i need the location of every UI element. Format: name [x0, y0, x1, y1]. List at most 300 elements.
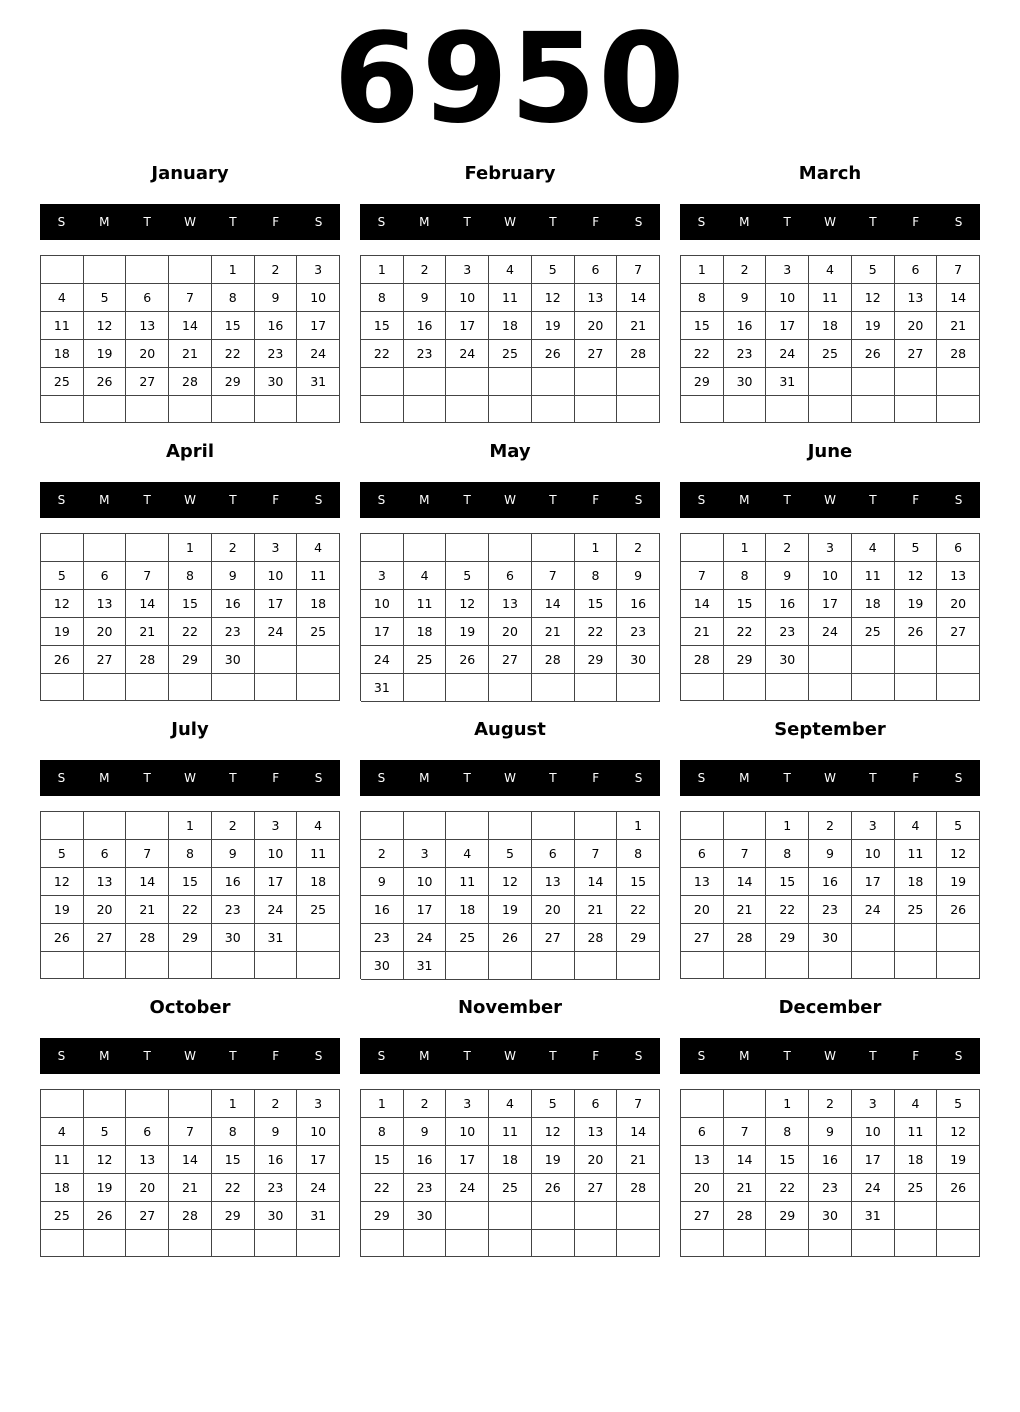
day-cell: 17	[809, 590, 852, 618]
day-cell	[809, 646, 852, 674]
weekday-label: M	[99, 493, 110, 507]
day-cell	[937, 396, 980, 423]
day-cell	[84, 1230, 127, 1257]
day-cell: 10	[852, 1118, 895, 1146]
day-cell: 24	[404, 924, 447, 952]
day-cell: 8	[212, 1118, 255, 1146]
day-cell	[84, 256, 127, 284]
day-cell: 2	[809, 1090, 852, 1118]
day-cell: 6	[937, 534, 980, 562]
day-cell: 26	[852, 340, 895, 368]
month-name: July	[171, 719, 209, 740]
day-cell: 28	[532, 646, 575, 674]
day-cell: 24	[361, 646, 404, 674]
day-cell: 9	[212, 562, 255, 590]
day-cell: 20	[532, 896, 575, 924]
day-cell: 22	[212, 1174, 255, 1202]
day-cell: 6	[681, 1118, 724, 1146]
weekday-label: T	[229, 215, 237, 229]
day-cell: 2	[404, 256, 447, 284]
day-cell: 5	[532, 256, 575, 284]
day-cell: 12	[489, 868, 532, 896]
day-cell: 31	[361, 674, 404, 702]
day-cell: 21	[724, 1174, 767, 1202]
day-cell	[532, 812, 575, 840]
day-cell	[255, 674, 298, 701]
day-cell: 15	[617, 868, 660, 896]
day-cell: 18	[809, 312, 852, 340]
day-cell: 24	[809, 618, 852, 646]
day-cell: 16	[212, 868, 255, 896]
day-cell: 4	[41, 1118, 84, 1146]
day-cell	[489, 396, 532, 424]
day-cell: 24	[297, 340, 340, 368]
day-cell: 10	[766, 284, 809, 312]
day-cell: 27	[575, 340, 618, 368]
day-grid	[40, 811, 340, 979]
day-cell: 20	[575, 1146, 618, 1174]
day-cell: 7	[724, 1118, 767, 1146]
day-cell	[404, 1230, 447, 1257]
weekday-label: S	[57, 1049, 66, 1063]
day-cell	[681, 952, 724, 979]
weekday-label: S	[314, 1049, 323, 1063]
day-cell: 14	[617, 1118, 660, 1146]
day-cell	[617, 396, 660, 424]
day-cell: 27	[681, 1202, 724, 1230]
weekday-label: W	[184, 493, 196, 507]
day-cell: 17	[766, 312, 809, 340]
weekday-label: S	[954, 215, 963, 229]
day-cell: 15	[724, 590, 767, 618]
day-cell: 31	[297, 368, 340, 396]
day-cell: 30	[617, 646, 660, 674]
day-cell: 24	[852, 1174, 895, 1202]
day-cell	[489, 674, 532, 702]
day-cell: 2	[361, 840, 404, 868]
day-cell	[575, 952, 618, 980]
day-cell	[809, 1230, 852, 1257]
day-cell: 30	[255, 368, 298, 396]
day-cell	[126, 674, 169, 701]
day-cell	[575, 674, 618, 702]
weekday-label: S	[314, 215, 323, 229]
day-cell: 4	[895, 1090, 938, 1118]
day-cell	[681, 1090, 724, 1118]
weekday-label: T	[229, 493, 237, 507]
day-cell: 16	[255, 312, 298, 340]
day-cell: 4	[404, 562, 447, 590]
weekday-label: S	[634, 215, 643, 229]
day-cell	[212, 952, 255, 979]
day-cell: 26	[895, 618, 938, 646]
weekday-label: W	[504, 493, 516, 507]
day-cell: 6	[126, 1118, 169, 1146]
day-cell	[532, 368, 575, 396]
day-cell	[766, 396, 809, 423]
weekday-header	[680, 482, 980, 518]
day-cell: 17	[446, 312, 489, 340]
day-cell: 18	[41, 340, 84, 368]
day-cell: 20	[681, 1174, 724, 1202]
day-cell: 31	[852, 1202, 895, 1230]
weekday-label: S	[954, 1049, 963, 1063]
day-cell: 22	[212, 340, 255, 368]
day-cell	[532, 1230, 575, 1257]
weekday-label: M	[99, 215, 110, 229]
day-cell: 3	[255, 812, 298, 840]
day-cell: 11	[41, 312, 84, 340]
weekday-label: S	[57, 771, 66, 785]
day-cell	[724, 1230, 767, 1257]
day-cell: 16	[255, 1146, 298, 1174]
day-cell: 5	[532, 1090, 575, 1118]
day-cell	[126, 812, 169, 840]
day-cell: 4	[297, 534, 340, 562]
day-cell: 30	[724, 368, 767, 396]
day-cell: 23	[255, 340, 298, 368]
day-cell: 23	[361, 924, 404, 952]
day-cell	[361, 368, 404, 396]
day-cell: 4	[895, 812, 938, 840]
day-cell: 28	[617, 1174, 660, 1202]
day-cell: 1	[617, 812, 660, 840]
weekday-header	[360, 1038, 660, 1074]
day-cell: 18	[297, 868, 340, 896]
day-cell	[446, 1230, 489, 1257]
day-cell: 30	[809, 1202, 852, 1230]
day-cell	[724, 396, 767, 423]
day-cell: 2	[255, 1090, 298, 1118]
weekday-label: S	[314, 771, 323, 785]
day-cell: 25	[489, 340, 532, 368]
day-cell: 8	[766, 840, 809, 868]
day-cell: 10	[809, 562, 852, 590]
day-cell: 23	[404, 340, 447, 368]
day-cell: 3	[852, 1090, 895, 1118]
weekday-label: F	[592, 1049, 600, 1063]
day-cell: 25	[404, 646, 447, 674]
day-cell	[937, 368, 980, 396]
weekday-label: F	[272, 215, 280, 229]
weekday-label: W	[824, 1049, 836, 1063]
day-cell: 13	[84, 868, 127, 896]
day-cell: 27	[126, 1202, 169, 1230]
day-cell: 13	[895, 284, 938, 312]
day-cell: 6	[489, 562, 532, 590]
day-cell: 22	[575, 618, 618, 646]
weekday-label: M	[99, 771, 110, 785]
day-cell	[446, 1202, 489, 1230]
day-cell	[404, 368, 447, 396]
day-cell: 9	[404, 284, 447, 312]
day-cell: 14	[126, 590, 169, 618]
weekday-label: S	[634, 1049, 643, 1063]
day-cell: 6	[126, 284, 169, 312]
day-cell	[937, 1202, 980, 1230]
weekday-label: M	[739, 493, 750, 507]
day-cell	[575, 396, 618, 424]
month-name: March	[798, 163, 862, 184]
day-cell: 2	[255, 256, 298, 284]
day-cell: 10	[446, 1118, 489, 1146]
day-grid	[680, 811, 980, 979]
day-cell	[852, 368, 895, 396]
weekday-label: M	[419, 215, 430, 229]
day-cell: 21	[617, 312, 660, 340]
day-cell: 26	[84, 368, 127, 396]
day-cell: 29	[617, 924, 660, 952]
month-name: February	[464, 163, 556, 184]
weekday-label: M	[739, 771, 750, 785]
day-cell	[84, 534, 127, 562]
day-cell: 6	[532, 840, 575, 868]
day-cell: 14	[937, 284, 980, 312]
day-cell	[361, 1230, 404, 1257]
day-cell: 16	[766, 590, 809, 618]
weekday-header	[680, 204, 980, 240]
day-cell: 29	[169, 646, 212, 674]
day-cell: 7	[937, 256, 980, 284]
day-cell: 21	[617, 1146, 660, 1174]
weekday-label: F	[912, 493, 920, 507]
day-cell: 13	[532, 868, 575, 896]
day-cell: 30	[212, 646, 255, 674]
day-cell: 15	[212, 1146, 255, 1174]
day-cell: 25	[852, 618, 895, 646]
day-cell: 15	[766, 868, 809, 896]
day-cell: 12	[532, 284, 575, 312]
weekday-label: S	[634, 771, 643, 785]
day-cell: 12	[446, 590, 489, 618]
day-cell	[489, 1202, 532, 1230]
day-cell: 18	[446, 896, 489, 924]
day-cell: 9	[255, 1118, 298, 1146]
weekday-label: S	[377, 1049, 386, 1063]
day-cell: 1	[212, 1090, 255, 1118]
day-cell: 26	[937, 896, 980, 924]
weekday-label: T	[869, 215, 877, 229]
day-cell	[404, 396, 447, 424]
weekday-label: F	[272, 1049, 280, 1063]
day-cell: 29	[212, 368, 255, 396]
day-cell: 2	[212, 534, 255, 562]
day-cell: 7	[532, 562, 575, 590]
day-cell: 28	[724, 924, 767, 952]
day-cell: 19	[446, 618, 489, 646]
day-cell: 31	[255, 924, 298, 952]
day-cell	[809, 674, 852, 701]
day-cell: 17	[297, 312, 340, 340]
day-cell: 22	[681, 340, 724, 368]
weekday-label: S	[697, 771, 706, 785]
day-cell: 31	[404, 952, 447, 980]
day-cell	[489, 952, 532, 980]
day-cell: 6	[575, 256, 618, 284]
day-cell: 30	[809, 924, 852, 952]
day-cell: 19	[937, 868, 980, 896]
day-cell: 23	[212, 896, 255, 924]
day-cell: 7	[681, 562, 724, 590]
day-cell: 20	[126, 340, 169, 368]
day-cell: 10	[297, 284, 340, 312]
weekday-label: F	[912, 1049, 920, 1063]
day-cell: 12	[937, 1118, 980, 1146]
day-cell	[297, 674, 340, 701]
day-cell	[126, 534, 169, 562]
day-cell: 15	[361, 1146, 404, 1174]
day-cell: 26	[446, 646, 489, 674]
day-grid	[680, 1089, 980, 1257]
day-cell	[489, 812, 532, 840]
day-cell: 14	[532, 590, 575, 618]
day-cell: 19	[41, 618, 84, 646]
day-cell: 5	[84, 1118, 127, 1146]
day-cell: 23	[809, 1174, 852, 1202]
day-cell	[84, 396, 127, 423]
day-cell: 27	[126, 368, 169, 396]
weekday-label: W	[504, 771, 516, 785]
day-cell: 15	[681, 312, 724, 340]
day-cell	[617, 1202, 660, 1230]
day-cell: 13	[489, 590, 532, 618]
weekday-label: T	[783, 493, 791, 507]
day-cell: 22	[169, 896, 212, 924]
day-cell: 7	[724, 840, 767, 868]
day-cell: 5	[41, 562, 84, 590]
day-cell: 24	[446, 340, 489, 368]
day-cell: 8	[575, 562, 618, 590]
day-cell: 16	[724, 312, 767, 340]
day-cell: 6	[681, 840, 724, 868]
day-cell	[575, 1202, 618, 1230]
day-cell	[532, 534, 575, 562]
day-cell: 25	[809, 340, 852, 368]
day-cell: 16	[404, 1146, 447, 1174]
day-cell: 31	[297, 1202, 340, 1230]
day-cell: 20	[489, 618, 532, 646]
weekday-label: S	[57, 493, 66, 507]
day-cell	[126, 1230, 169, 1257]
day-cell: 18	[852, 590, 895, 618]
day-cell: 19	[532, 1146, 575, 1174]
day-cell: 12	[937, 840, 980, 868]
weekday-label: T	[869, 771, 877, 785]
day-cell: 6	[84, 840, 127, 868]
day-cell: 11	[404, 590, 447, 618]
day-cell	[41, 952, 84, 979]
weekday-label: F	[912, 215, 920, 229]
month-name: December	[778, 997, 882, 1018]
day-cell: 25	[41, 1202, 84, 1230]
day-cell: 4	[489, 256, 532, 284]
day-cell: 7	[617, 1090, 660, 1118]
day-cell: 9	[809, 840, 852, 868]
weekday-header	[680, 760, 980, 796]
day-grid	[40, 1089, 340, 1257]
day-cell	[681, 534, 724, 562]
day-cell: 21	[575, 896, 618, 924]
day-cell	[446, 812, 489, 840]
day-cell: 13	[84, 590, 127, 618]
day-cell	[532, 396, 575, 424]
day-cell: 14	[169, 312, 212, 340]
day-cell	[895, 952, 938, 979]
day-cell: 7	[126, 562, 169, 590]
weekday-label: S	[314, 493, 323, 507]
day-cell: 17	[361, 618, 404, 646]
day-cell: 10	[255, 562, 298, 590]
weekday-label: W	[504, 1049, 516, 1063]
day-cell: 12	[41, 868, 84, 896]
year-title: 6950	[333, 7, 687, 151]
day-cell	[575, 812, 618, 840]
day-cell: 9	[255, 284, 298, 312]
day-cell	[255, 646, 298, 674]
day-cell	[937, 924, 980, 952]
day-cell	[169, 674, 212, 701]
day-cell: 8	[169, 840, 212, 868]
day-cell: 1	[766, 1090, 809, 1118]
day-cell	[297, 646, 340, 674]
day-cell: 5	[937, 1090, 980, 1118]
day-cell: 7	[575, 840, 618, 868]
day-cell: 10	[404, 868, 447, 896]
day-cell: 11	[489, 1118, 532, 1146]
weekday-header	[40, 760, 340, 796]
day-cell: 8	[766, 1118, 809, 1146]
day-cell: 2	[404, 1090, 447, 1118]
day-cell: 29	[766, 1202, 809, 1230]
day-cell: 16	[617, 590, 660, 618]
weekday-label: T	[869, 493, 877, 507]
day-cell	[212, 1230, 255, 1257]
day-cell: 3	[361, 562, 404, 590]
weekday-label: S	[634, 493, 643, 507]
day-cell: 11	[41, 1146, 84, 1174]
day-cell	[895, 924, 938, 952]
weekday-label: W	[184, 215, 196, 229]
day-cell	[852, 396, 895, 423]
day-cell	[404, 674, 447, 702]
day-cell: 11	[489, 284, 532, 312]
day-cell	[852, 674, 895, 701]
day-cell: 14	[169, 1146, 212, 1174]
day-cell: 2	[809, 812, 852, 840]
day-cell: 6	[895, 256, 938, 284]
day-cell: 19	[489, 896, 532, 924]
day-cell	[446, 674, 489, 702]
day-cell	[895, 1202, 938, 1230]
day-cell: 22	[617, 896, 660, 924]
day-cell: 3	[297, 1090, 340, 1118]
weekday-label: T	[143, 771, 151, 785]
day-cell	[126, 952, 169, 979]
day-cell: 18	[489, 1146, 532, 1174]
day-cell: 27	[575, 1174, 618, 1202]
day-cell	[575, 368, 618, 396]
day-cell: 27	[84, 646, 127, 674]
day-cell	[446, 368, 489, 396]
weekday-label: F	[592, 215, 600, 229]
day-cell	[126, 396, 169, 423]
day-cell: 8	[361, 284, 404, 312]
day-cell	[361, 396, 404, 424]
day-cell: 2	[212, 812, 255, 840]
day-cell: 10	[255, 840, 298, 868]
day-cell: 28	[169, 368, 212, 396]
day-cell: 12	[84, 1146, 127, 1174]
